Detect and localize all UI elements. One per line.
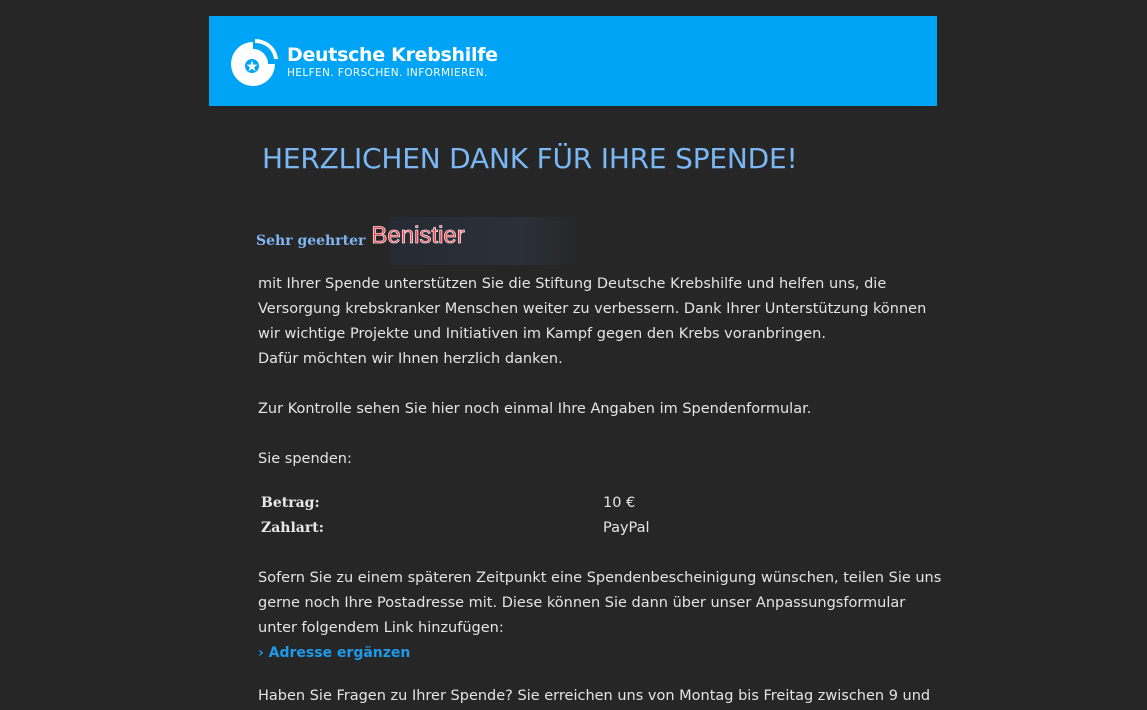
greeting bbox=[256, 217, 579, 265]
address-line: unter folgendem Link hinzufügen: bbox=[258, 620, 504, 636]
intro-line: wir wichtige Projekte und Initiativen im Kampf gegen den Krebs voranbringen. bbox=[258, 326, 826, 342]
amount-value: 10 € bbox=[603, 495, 636, 511]
address-paragraph bbox=[258, 566, 942, 641]
payment-method-label: Zahlart: bbox=[261, 520, 324, 536]
header-banner bbox=[209, 16, 937, 106]
intro-line: Versorgung krebskranker Menschen weiter zu verbessern. Dank Ihrer Unterstützung können bbox=[258, 301, 927, 317]
amount-label: Betrag: bbox=[261, 495, 320, 511]
detail-row-amount bbox=[261, 491, 761, 516]
recipient-name-box bbox=[369, 217, 579, 265]
intro-line: mit Ihrer Spende unterstützen Sie die Stiftung Deutsche Krebshilfe und helfen uns, die bbox=[258, 276, 887, 292]
payment-method-value: PayPal bbox=[603, 520, 650, 536]
greeting-prefix: Sehr geehrter bbox=[256, 233, 366, 249]
spend-intro: Sie spenden: bbox=[258, 451, 352, 467]
questions-paragraph: Haben Sie Fragen zu Ihrer Spende? Sie erreichen uns von Montag bis Freitag zwischen 9 und bbox=[258, 688, 931, 704]
detail-row-payment-method bbox=[261, 516, 761, 541]
recipient-name: Benistier bbox=[371, 222, 465, 249]
logo-name: Deutsche Krebshilfe bbox=[287, 44, 498, 66]
address-line: Sofern Sie zu einem späteren Zeitpunkt eine Spendenbescheinigung wünschen, teilen Sie uns bbox=[258, 570, 942, 586]
logo-tagline: HELFEN. FORSCHEN. INFORMIEREN. bbox=[287, 67, 488, 79]
intro-paragraph bbox=[258, 272, 927, 372]
logo[interactable] bbox=[230, 37, 498, 87]
donation-details bbox=[261, 491, 761, 541]
intro-line: Dafür möchten wir Ihnen herzlich danken. bbox=[258, 351, 563, 367]
page-title: HERZLICHEN DANK FÜR IHRE SPENDE! bbox=[262, 142, 798, 175]
logo-text bbox=[287, 44, 498, 80]
address-line: gerne noch Ihre Postadresse mit. Diese können Sie dann über unser Anpassungsformular bbox=[258, 595, 906, 611]
deutsche-krebshilfe-logo-icon bbox=[230, 37, 280, 87]
control-paragraph: Zur Kontrolle sehen Sie hier noch einmal Ihre Angaben im Spendenformular. bbox=[258, 401, 812, 417]
add-address-link[interactable]: › Adresse ergänzen bbox=[258, 645, 411, 661]
